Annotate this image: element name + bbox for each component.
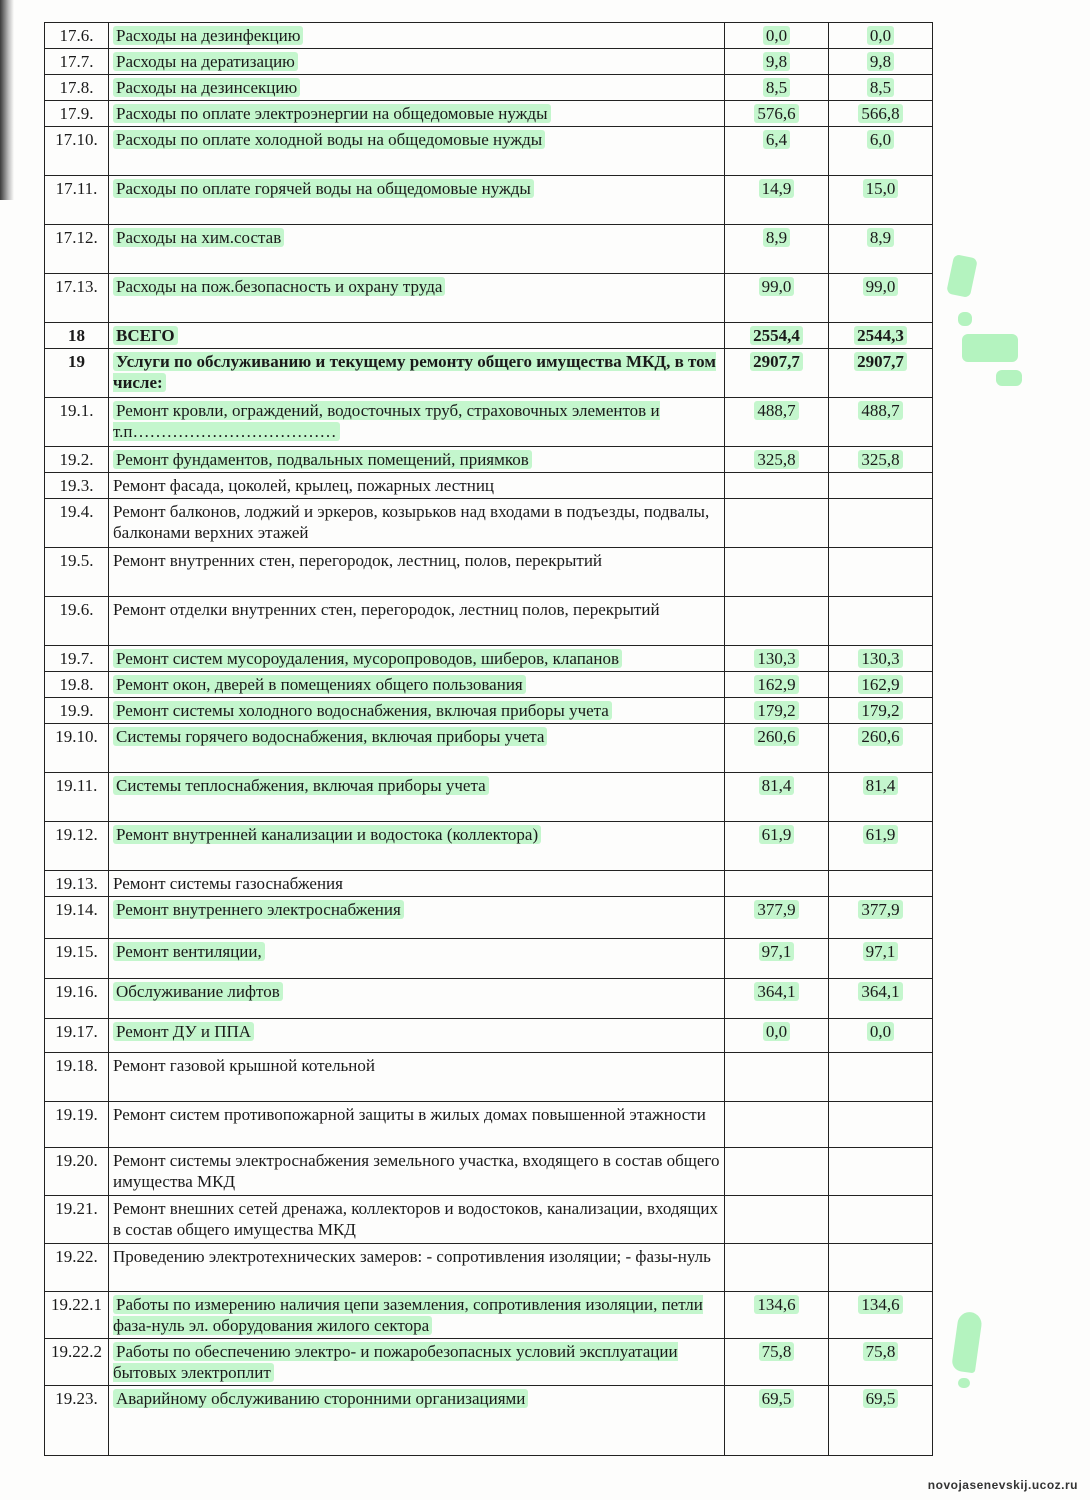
row-description-text: Работы по обеспечению электро- и пожаробезопасных условий эксплуатации бытовых электроплит	[113, 1342, 678, 1382]
table-row	[45, 447, 933, 473]
row-number: 19.22.	[45, 1244, 109, 1292]
row-value-2	[829, 548, 933, 597]
row-value-1	[725, 1244, 829, 1292]
row-description-text: Расходы на дератизацию	[113, 52, 298, 71]
row-value-2	[829, 773, 933, 822]
row-description-text: Ремонт кровли, ограждений, водосточных труб, страховочных элементов и т.п………………………………	[113, 401, 660, 441]
row-value-1	[725, 897, 829, 939]
row-value-1	[725, 127, 829, 176]
row-value-2-text: 377,9	[858, 900, 902, 919]
row-value-1	[725, 698, 829, 724]
row-description-text: Ремонт систем мусороудаления, мусоропроводов, шиберов, клапанов	[113, 649, 622, 668]
row-value-2-text: 179,2	[858, 701, 902, 720]
row-value-1	[725, 1053, 829, 1102]
row-description	[109, 75, 725, 101]
table-row	[45, 1339, 933, 1386]
row-value-1	[725, 672, 829, 698]
footer-url: novojasenevskij.ucoz.ru	[927, 1478, 1078, 1492]
row-value-1	[725, 49, 829, 75]
row-description	[109, 1244, 725, 1292]
row-number: 19.3.	[45, 473, 109, 499]
row-description-text: Ремонт ДУ и ППА	[113, 1022, 254, 1041]
row-number: 19.5.	[45, 548, 109, 597]
row-description-text: Расходы на хим.состав	[113, 228, 284, 247]
row-value-2	[829, 23, 933, 49]
row-description-text: Расходы по оплате электроэнергии на общедомовые нужды	[113, 104, 551, 123]
row-description-text: Обслуживание лифтов	[113, 982, 283, 1001]
table-row	[45, 548, 933, 597]
row-number: 19.17.	[45, 1019, 109, 1053]
row-description	[109, 1053, 725, 1102]
row-description	[109, 274, 725, 323]
row-value-1-text: 2554,4	[750, 326, 803, 345]
table-row	[45, 127, 933, 176]
row-number: 19.20.	[45, 1148, 109, 1196]
row-value-2	[829, 939, 933, 979]
row-value-1-text: 6,4	[763, 130, 790, 149]
marker-stroke	[951, 1311, 983, 1374]
row-description	[109, 499, 725, 548]
row-value-1	[725, 548, 829, 597]
row-description-text: Аварийному обслуживанию сторонними организациями	[113, 1389, 528, 1408]
table-row	[45, 349, 933, 398]
row-description	[109, 23, 725, 49]
row-value-2-text: 2544,3	[854, 326, 907, 345]
row-description	[109, 1386, 725, 1456]
row-value-1-text: 179,2	[754, 701, 798, 720]
row-value-1-text: 260,6	[754, 727, 798, 746]
row-value-1-text: 97,1	[759, 942, 795, 961]
row-value-2	[829, 897, 933, 939]
row-value-2	[829, 398, 933, 447]
marker-stroke	[958, 1378, 970, 1388]
table-row	[45, 1244, 933, 1292]
row-value-2-text: 162,9	[858, 675, 902, 694]
row-value-2	[829, 1292, 933, 1339]
row-value-1	[725, 225, 829, 274]
row-description	[109, 447, 725, 473]
row-description-text: Ремонт системы газоснабжения	[113, 874, 343, 893]
table-row	[45, 323, 933, 349]
row-description-text: Работы по измерению наличия цепи заземления, сопротивления изоляции, петли фаза-нуль эл. оборудования жилого сектора	[113, 1295, 703, 1335]
row-description	[109, 473, 725, 499]
row-value-1	[725, 1148, 829, 1196]
row-description	[109, 323, 725, 349]
expense-table	[44, 22, 933, 1456]
table-row	[45, 1386, 933, 1456]
row-value-1	[725, 176, 829, 225]
table-row	[45, 1019, 933, 1053]
row-number: 19.15.	[45, 939, 109, 979]
row-number: 19.6.	[45, 597, 109, 646]
table-row	[45, 101, 933, 127]
row-description-text: Ремонт внутренних стен, перегородок, лестниц, полов, перекрытий	[113, 551, 603, 570]
table-row	[45, 398, 933, 447]
row-description	[109, 939, 725, 979]
row-description	[109, 646, 725, 672]
marker-stroke	[946, 254, 978, 298]
row-number: 19.22.1	[45, 1292, 109, 1339]
row-value-2-text: 130,3	[858, 649, 902, 668]
row-value-2	[829, 499, 933, 548]
row-description-text: Расходы по оплате горячей воды на общедомовые нужды	[113, 179, 534, 198]
row-description	[109, 49, 725, 75]
table-row	[45, 1196, 933, 1244]
row-number: 19.13.	[45, 871, 109, 897]
row-value-2-text: 6,0	[867, 130, 894, 149]
row-number: 19.10.	[45, 724, 109, 773]
row-description	[109, 1019, 725, 1053]
table-row	[45, 897, 933, 939]
row-value-2	[829, 49, 933, 75]
row-number: 17.11.	[45, 176, 109, 225]
table-row	[45, 499, 933, 548]
marker-stroke	[958, 312, 972, 326]
row-value-1-text: 130,3	[754, 649, 798, 668]
row-value-2-text: 8,5	[867, 78, 894, 97]
row-description-text: Расходы на пож.безопасность и охрану труда	[113, 277, 445, 296]
row-value-1-text: 8,5	[763, 78, 790, 97]
table-row	[45, 724, 933, 773]
row-description-text: Проведению электротехнических замеров: - сопротивления изоляции; - фазы-нуль	[113, 1247, 711, 1266]
row-value-1	[725, 822, 829, 871]
row-value-2-text: 8,9	[867, 228, 894, 247]
row-number: 19.16.	[45, 979, 109, 1019]
row-value-2	[829, 1148, 933, 1196]
row-value-2	[829, 724, 933, 773]
row-number: 19.22.2	[45, 1339, 109, 1386]
row-number: 19.12.	[45, 822, 109, 871]
row-value-1	[725, 349, 829, 398]
row-value-1	[725, 23, 829, 49]
table-row	[45, 473, 933, 499]
row-description	[109, 176, 725, 225]
row-value-2	[829, 1019, 933, 1053]
row-description	[109, 398, 725, 447]
table-row	[45, 939, 933, 979]
table-row	[45, 75, 933, 101]
row-value-2	[829, 1102, 933, 1148]
row-description-text: Ремонт газовой крышной котельной	[113, 1056, 375, 1075]
row-value-1-text: 325,8	[754, 450, 798, 469]
row-description	[109, 724, 725, 773]
row-value-1	[725, 1339, 829, 1386]
row-number: 19.4.	[45, 499, 109, 548]
row-value-2-text: 2907,7	[854, 352, 907, 371]
row-description	[109, 127, 725, 176]
row-value-2	[829, 1196, 933, 1244]
row-description-text: Ремонт отделки внутренних стен, перегородок, лестниц полов, перекрытий	[113, 600, 660, 619]
row-value-2-text: 364,1	[858, 982, 902, 1001]
table-row	[45, 1102, 933, 1148]
row-description-text: Расходы по оплате холодной воды на общедомовые нужды	[113, 130, 545, 149]
row-value-1	[725, 499, 829, 548]
row-description-text: Ремонт системы электроснабжения земельного участка, входящего в состав общего имущества МКД	[113, 1151, 720, 1191]
row-value-1-text: 0,0	[763, 1022, 790, 1041]
row-value-2	[829, 1339, 933, 1386]
row-description	[109, 1148, 725, 1196]
row-description-text: Ремонт фасада, цоколей, крылец, пожарных лестниц	[113, 476, 495, 495]
row-value-2	[829, 274, 933, 323]
row-value-1	[725, 101, 829, 127]
table-row	[45, 176, 933, 225]
row-value-2	[829, 597, 933, 646]
row-description-text: Системы горячего водоснабжения, включая приборы учета	[113, 727, 547, 746]
table-row	[45, 1053, 933, 1102]
row-number: 19.18.	[45, 1053, 109, 1102]
row-value-1-text: 364,1	[754, 982, 798, 1001]
row-value-1	[725, 1386, 829, 1456]
row-value-2-text: 0,0	[867, 1022, 894, 1041]
row-value-1-text: 377,9	[754, 900, 798, 919]
row-value-2	[829, 75, 933, 101]
row-value-1-text: 14,9	[759, 179, 795, 198]
row-description-text: ВСЕГО	[113, 326, 178, 345]
row-value-1-text: 81,4	[759, 776, 795, 795]
table-row	[45, 274, 933, 323]
row-value-2	[829, 822, 933, 871]
row-value-2-text: 75,8	[863, 1342, 899, 1361]
row-number: 17.10.	[45, 127, 109, 176]
row-description-text: Расходы на дезинсекцию	[113, 78, 300, 97]
table-row	[45, 773, 933, 822]
row-value-2	[829, 323, 933, 349]
row-number: 18	[45, 323, 109, 349]
row-value-2-text: 325,8	[858, 450, 902, 469]
table-row	[45, 1292, 933, 1339]
row-number: 17.13.	[45, 274, 109, 323]
row-value-1	[725, 75, 829, 101]
table-row	[45, 225, 933, 274]
row-value-1	[725, 773, 829, 822]
row-description-text: Ремонт систем противопожарной защиты в жилых домах повышенной этажности	[113, 1105, 706, 1124]
row-value-1-text: 69,5	[759, 1389, 795, 1408]
row-number: 19.9.	[45, 698, 109, 724]
row-number: 19	[45, 349, 109, 398]
row-value-2-text: 99,0	[863, 277, 899, 296]
row-description-text: Ремонт внутренней канализации и водостока (коллектора)	[113, 825, 541, 844]
row-number: 19.7.	[45, 646, 109, 672]
row-description-text: Ремонт системы холодного водоснабжения, включая приборы учета	[113, 701, 612, 720]
row-value-2-text: 69,5	[863, 1389, 899, 1408]
row-number: 17.6.	[45, 23, 109, 49]
row-number: 17.12.	[45, 225, 109, 274]
table-row	[45, 646, 933, 672]
row-number: 19.1.	[45, 398, 109, 447]
row-value-2-text: 488,7	[858, 401, 902, 420]
row-value-1	[725, 939, 829, 979]
table-row	[45, 1148, 933, 1196]
row-value-2	[829, 447, 933, 473]
row-value-1	[725, 1196, 829, 1244]
row-description	[109, 979, 725, 1019]
row-number: 17.7.	[45, 49, 109, 75]
row-description	[109, 349, 725, 398]
row-description	[109, 871, 725, 897]
row-value-1-text: 61,9	[759, 825, 795, 844]
row-description	[109, 773, 725, 822]
row-value-2-text: 260,6	[858, 727, 902, 746]
row-number: 19.2.	[45, 447, 109, 473]
row-value-1-text: 8,9	[763, 228, 790, 247]
row-value-1	[725, 979, 829, 1019]
row-description-text: Системы теплоснабжения, включая приборы учета	[113, 776, 489, 795]
table-row	[45, 871, 933, 897]
row-number: 19.19.	[45, 1102, 109, 1148]
row-value-1	[725, 473, 829, 499]
row-value-2	[829, 473, 933, 499]
row-value-1-text: 134,6	[754, 1295, 798, 1314]
row-value-2-text: 97,1	[863, 942, 899, 961]
row-value-2	[829, 698, 933, 724]
row-description-text: Ремонт фундаментов, подвальных помещений, приямков	[113, 450, 532, 469]
table-row	[45, 23, 933, 49]
row-number: 19.14.	[45, 897, 109, 939]
row-description	[109, 1292, 725, 1339]
row-value-1	[725, 1019, 829, 1053]
row-value-2	[829, 672, 933, 698]
row-description	[109, 897, 725, 939]
scan-edge-shadow	[0, 0, 14, 200]
row-value-2	[829, 349, 933, 398]
expense-table-body	[45, 23, 933, 1456]
row-value-2-text: 9,8	[867, 52, 894, 71]
table-row	[45, 698, 933, 724]
row-value-1	[725, 398, 829, 447]
row-number: 19.21.	[45, 1196, 109, 1244]
row-value-2	[829, 646, 933, 672]
table-row	[45, 672, 933, 698]
row-description	[109, 597, 725, 646]
row-value-1	[725, 447, 829, 473]
row-value-1-text: 576,6	[754, 104, 798, 123]
row-value-2	[829, 979, 933, 1019]
table-row	[45, 979, 933, 1019]
row-value-2-text: 61,9	[863, 825, 899, 844]
row-value-2-text: 15,0	[863, 179, 899, 198]
row-description	[109, 1102, 725, 1148]
row-value-2	[829, 1386, 933, 1456]
row-description	[109, 822, 725, 871]
row-value-1-text: 75,8	[759, 1342, 795, 1361]
row-value-1	[725, 323, 829, 349]
row-value-2	[829, 176, 933, 225]
row-value-1	[725, 724, 829, 773]
row-value-1-text: 2907,7	[750, 352, 803, 371]
row-number: 17.9.	[45, 101, 109, 127]
row-description	[109, 698, 725, 724]
row-value-2-text: 81,4	[863, 776, 899, 795]
row-value-2-text: 0,0	[867, 26, 894, 45]
row-value-1	[725, 597, 829, 646]
row-description	[109, 1196, 725, 1244]
row-value-2	[829, 101, 933, 127]
row-value-1-text: 488,7	[754, 401, 798, 420]
row-description-text: Услуги по обслуживанию и текущему ремонту общего имущества МКД, в том числе:	[113, 352, 716, 392]
marker-stroke	[962, 334, 1018, 362]
row-number: 19.23.	[45, 1386, 109, 1456]
table-row	[45, 49, 933, 75]
row-description-text: Ремонт внутреннего электроснабжения	[113, 900, 404, 919]
row-description	[109, 225, 725, 274]
row-value-1	[725, 1102, 829, 1148]
row-description	[109, 101, 725, 127]
row-description-text: Ремонт вентиляции,	[113, 942, 265, 961]
row-value-1-text: 99,0	[759, 277, 795, 296]
row-value-1	[725, 1292, 829, 1339]
row-value-1	[725, 871, 829, 897]
row-description	[109, 548, 725, 597]
row-number: 19.8.	[45, 672, 109, 698]
row-value-2-text: 566,8	[858, 104, 902, 123]
row-value-2	[829, 1244, 933, 1292]
row-number: 17.8.	[45, 75, 109, 101]
row-value-2	[829, 127, 933, 176]
row-value-2	[829, 1053, 933, 1102]
table-row	[45, 822, 933, 871]
row-value-2-text: 134,6	[858, 1295, 902, 1314]
row-description-text: Ремонт внешних сетей дренажа, коллекторов и водостоков, канализации, входящих в состав общего имущества МКД	[113, 1199, 719, 1239]
table-row	[45, 597, 933, 646]
marker-stroke	[996, 370, 1022, 386]
row-description-text: Расходы на дезинфекцию	[113, 26, 303, 45]
row-value-2	[829, 871, 933, 897]
row-description-text: Ремонт балконов, лоджий и эркеров, козырьков над входами в подъезды, подвалы, балконами верхних этажей	[113, 502, 710, 542]
row-description	[109, 672, 725, 698]
row-description	[109, 1339, 725, 1386]
row-value-1-text: 0,0	[763, 26, 790, 45]
row-value-2	[829, 225, 933, 274]
row-description-text: Ремонт окон, дверей в помещениях общего пользования	[113, 675, 526, 694]
row-number: 19.11.	[45, 773, 109, 822]
row-value-1-text: 162,9	[754, 675, 798, 694]
row-value-1-text: 9,8	[763, 52, 790, 71]
row-value-1	[725, 646, 829, 672]
row-value-1	[725, 274, 829, 323]
